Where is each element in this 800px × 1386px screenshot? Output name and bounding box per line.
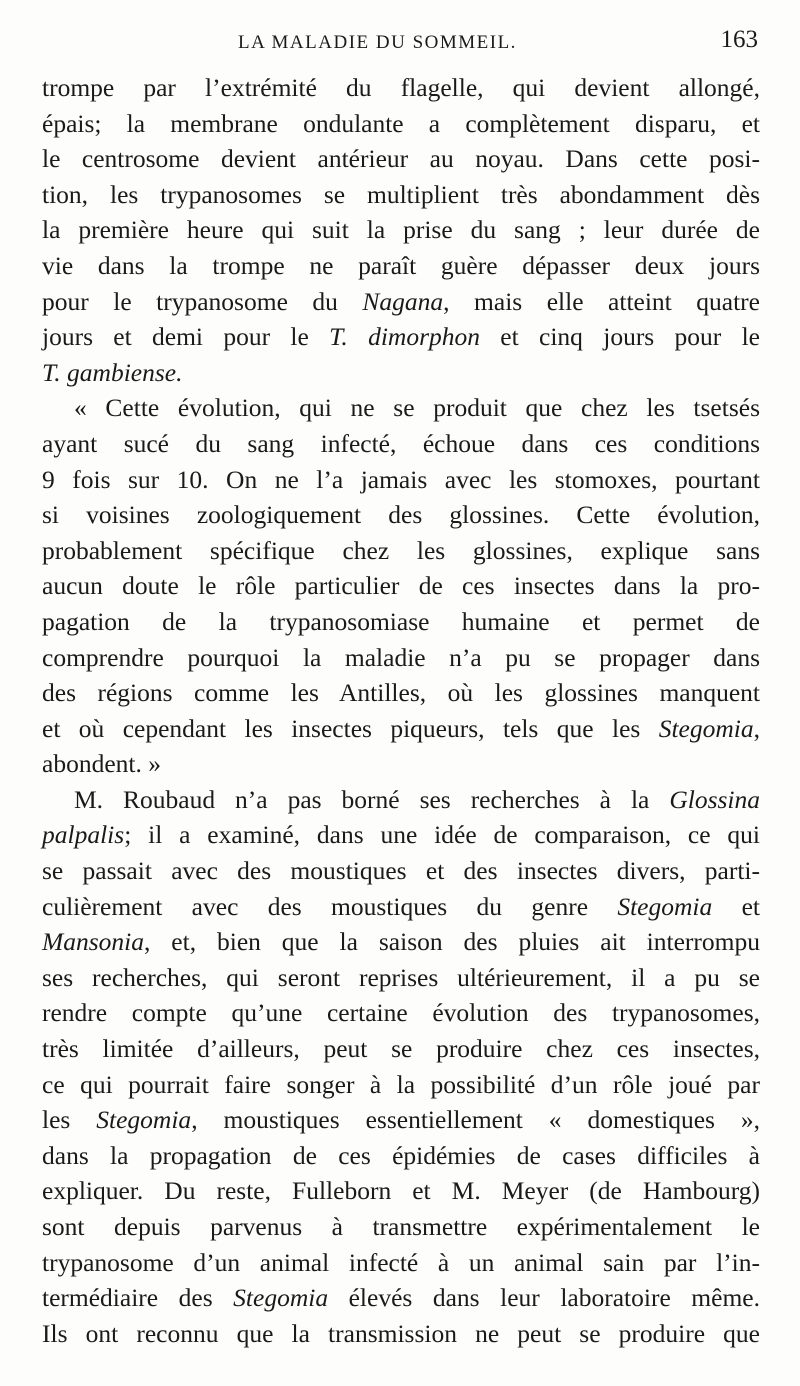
- text-line: [42, 1067, 760, 1103]
- italic-text: Nagana: [362, 286, 444, 316]
- text-line: [42, 497, 760, 533]
- text-segment: la première heure qui suit la prise du sang ; leur durée de: [42, 215, 760, 245]
- italic-text: Mansonia: [42, 927, 144, 957]
- text-segment: , et, bien que la saison des pluies ait interrompu: [144, 927, 760, 957]
- text-segment: les: [42, 1105, 97, 1135]
- text-line: [42, 319, 760, 355]
- text-segment: M. Roubaud n’a pas borné ses recherches à la: [74, 784, 670, 814]
- text-segment: le centrosome devient antérieur au noyau. Dans cette posi-: [42, 144, 760, 174]
- text-line: [42, 675, 760, 711]
- text-line: [42, 604, 760, 640]
- text-line: [42, 1173, 760, 1209]
- text-line: [42, 960, 760, 996]
- italic-text: Glossina: [669, 784, 760, 814]
- text-segment: termédiaire des: [42, 1283, 234, 1313]
- text-segment: , mais elle atteint quatre: [443, 286, 760, 316]
- text-segment: épais; la membrane ondulante a complètement disparu, et: [42, 108, 760, 138]
- text-line: [42, 924, 760, 960]
- text-segment: ayant sucé du sang infecté, échoue dans ces conditions: [42, 428, 760, 458]
- italic-text: T. gambiense.: [42, 357, 183, 387]
- text-line: [42, 426, 760, 462]
- text-line: [42, 817, 760, 853]
- text-segment: dans la propagation de ces épidémies de cases difficiles à: [42, 1140, 760, 1170]
- text-segment: et cinq jours pour le: [480, 322, 760, 352]
- italic-text: Stegomia: [617, 891, 713, 921]
- text-segment: sont depuis parvenus à transmettre expérimentalement le: [42, 1212, 760, 1241]
- text-segment: jours et demi pour le: [42, 322, 330, 352]
- text-segment: aucun doute le rôle particulier de ces insectes dans la pro-: [42, 571, 760, 601]
- text-segment: trompe par l’extrémité du flagelle, qui devient allongé,: [42, 73, 760, 102]
- text-line: [42, 1316, 760, 1352]
- text-line: [42, 355, 760, 391]
- text-segment: si voisines zoologiquement des glossines. Cette évolution,: [42, 500, 760, 530]
- text-line: [42, 711, 760, 747]
- italic-text: Stegomia: [233, 1283, 329, 1313]
- text-segment: culièrement avec des moustiques du genre: [42, 891, 618, 921]
- text-segment: et où cependant les insectes piqueurs, tels que les: [42, 713, 659, 743]
- italic-text: Stegomia: [96, 1105, 192, 1135]
- text-segment: et: [712, 891, 760, 921]
- text-line: [42, 248, 760, 284]
- text-line: [42, 1280, 760, 1316]
- text-segment: ce qui pourrait faire songer à la possibilité d’un rôle joué par: [42, 1069, 760, 1099]
- text-segment: pagation de la trypanosomiase humaine et permet de: [42, 606, 760, 636]
- text-line: [42, 177, 760, 213]
- text-line: [42, 568, 760, 604]
- text-line: [42, 390, 760, 426]
- text-segment: « Cette évolution, qui ne se produit que chez les tsetsés: [74, 393, 760, 423]
- text-line: [42, 533, 760, 569]
- text-line: [42, 70, 760, 106]
- running-head: LA MALADIE DU SOMMEIL.: [238, 32, 517, 53]
- text-line: [42, 1209, 760, 1245]
- text-line: [42, 141, 760, 177]
- text-segment: très limitée d’ailleurs, peut se produire chez ces insectes,: [42, 1034, 760, 1064]
- text-line: [42, 1138, 760, 1174]
- page-header: [0, 22, 800, 62]
- italic-text: T. dimorphon: [329, 322, 480, 352]
- text-segment: des régions comme les Antilles, où les glossines manquent: [42, 678, 760, 708]
- text-line: [42, 462, 760, 498]
- text-segment: expliquer. Du reste, Fulleborn et M. Meyer (de Hambourg): [42, 1176, 760, 1206]
- text-segment: ; il a examiné, dans une idée de comparaison, ce qui: [124, 820, 760, 850]
- text-segment: Ils ont reconnu que la transmission ne peut se produire que: [42, 1318, 760, 1348]
- text-segment: ,: [753, 713, 760, 743]
- text-segment: rendre compte qu’une certaine évolution des trypanosomes,: [42, 998, 760, 1028]
- text-line: [42, 1102, 760, 1138]
- text-line: [42, 640, 760, 676]
- text-segment: vie dans la trompe ne paraît guère dépasser deux jours: [42, 250, 760, 280]
- text-line: [42, 853, 760, 889]
- text-segment: se passait avec des moustiques et des insectes divers, parti-: [42, 856, 760, 886]
- text-segment: élevés dans leur laboratoire même.: [328, 1283, 760, 1313]
- text-segment: 9 fois sur 10. On ne l’a jamais avec les stomoxes, pourtant: [42, 464, 760, 494]
- text-segment: comprendre pourquoi la maladie n’a pu se propager dans: [42, 642, 760, 672]
- text-segment: tion, les trypanosomes se multiplient très abondamment dès: [42, 179, 760, 209]
- page-number: 163: [720, 26, 758, 53]
- text-segment: ses recherches, qui seront reprises ultérieurement, il a pu se: [42, 962, 760, 992]
- text-segment: abondent. »: [42, 749, 161, 779]
- italic-text: palpalis: [42, 820, 125, 850]
- text-segment: pour le trypanosome du: [42, 286, 363, 316]
- text-segment: , moustiques essentiellement « domestiques »,: [191, 1105, 761, 1135]
- text-segment: trypanosome d’un animal infecté à un animal sain par l’in-: [42, 1247, 760, 1277]
- text-line: [42, 746, 760, 782]
- text-segment: probablement spécifique chez les glossines, explique sans: [42, 535, 760, 565]
- text-line: [42, 284, 760, 320]
- text-line: [42, 995, 760, 1031]
- italic-text: Stegomia: [658, 713, 754, 743]
- text-line: [42, 106, 760, 142]
- text-line: [42, 889, 760, 925]
- text-line: [42, 782, 760, 818]
- text-line: [42, 1031, 760, 1067]
- body-text: [42, 70, 760, 1351]
- text-line: [42, 212, 760, 248]
- text-line: [42, 1245, 760, 1281]
